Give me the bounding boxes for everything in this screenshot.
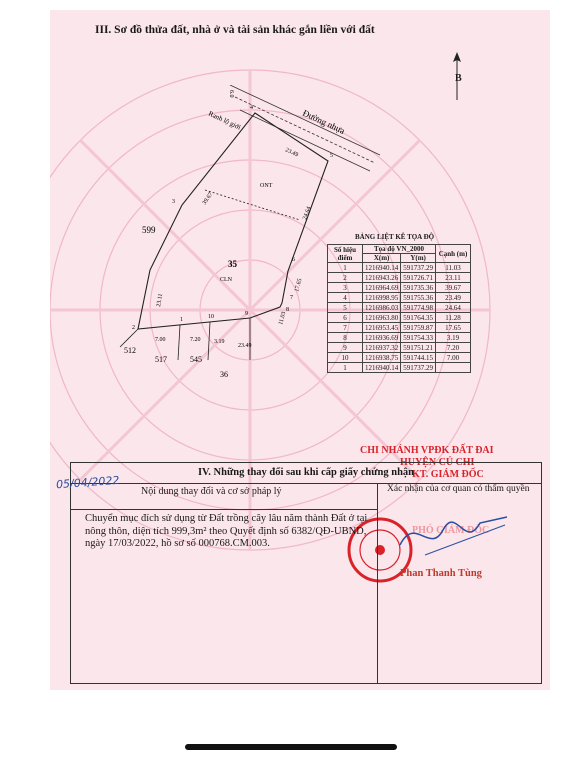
coord-cell-edge [436, 363, 471, 373]
col-content-label: Nội dung thay đổi và cơ sở pháp lý [141, 486, 282, 497]
neighbor-36: 36 [220, 370, 228, 379]
coord-cell-y: 591759.87 [401, 323, 436, 333]
coord-cell-x: 1216964.69 [363, 283, 401, 293]
coord-table [327, 244, 471, 373]
coord-cell-edge: 3.19 [436, 333, 471, 343]
coord-cell-y: 591751.21 [401, 343, 436, 353]
coord-cell-y: 591737.29 [401, 263, 436, 273]
edge-label: 11.03 [278, 311, 288, 326]
stamp-org-2: HUYỆN CỦ CHI [400, 457, 475, 468]
coord-table-title: BẢNG LIỆT KÊ TỌA ĐỘ [355, 233, 435, 241]
coord-cell-p: 2 [328, 273, 363, 283]
edge-label: 7.20 [190, 337, 201, 343]
coord-cell-edge: 23.11 [436, 273, 471, 283]
coord-cell-y: 591755.36 [401, 293, 436, 303]
coord-row [328, 263, 471, 273]
coord-row [328, 353, 471, 363]
coord-cell-y: 591737.29 [401, 363, 436, 373]
edge-label: 17.65 [294, 277, 304, 293]
signer-name: Phan Thanh Tùng [400, 568, 482, 579]
coord-cell-edge: 7.20 [436, 343, 471, 353]
column-divider [377, 483, 378, 683]
land-type-ont: ONT [260, 183, 273, 189]
coord-cell-p: 5 [328, 303, 363, 313]
road-label: Đường nhựa [301, 107, 347, 136]
coord-cell-y: 591774.98 [401, 303, 436, 313]
coord-cell-p: 4 [328, 293, 363, 303]
coord-cell-edge: 39.67 [436, 283, 471, 293]
coord-cell-p: 8 [328, 333, 363, 343]
vertex-label: 1 [180, 317, 183, 323]
coord-cell-x: 1216940.14 [363, 263, 401, 273]
coord-cell-edge: 23.49 [436, 293, 471, 303]
vertex-label: 10 [208, 314, 214, 320]
coord-row [328, 303, 471, 313]
coord-cell-x: 1216953.45 [363, 323, 401, 333]
coord-cell-x: 1216943.26 [363, 273, 401, 283]
vertex-label: 8 [286, 307, 289, 313]
coord-cell-y: 591726.71 [401, 273, 436, 283]
vertex-label: 9 [245, 311, 248, 317]
edge-label: 3.19 [214, 339, 225, 345]
coord-header-edge: Cạnh (m) [436, 245, 471, 263]
section-4-title: IV. Những thay đổi sau khi cấp giấy chứng nhận [71, 463, 541, 484]
coord-row [328, 333, 471, 343]
coord-cell-p: 7 [328, 323, 363, 333]
neighbor-512: 512 [124, 346, 136, 355]
edge-label: 39.67 [201, 191, 215, 207]
vertex-label: 5 [330, 153, 333, 159]
vertex-label: 4 [250, 105, 253, 111]
coord-cell-x: 1216937.32 [363, 343, 401, 353]
vertex-label: 2 [132, 325, 135, 331]
coord-row [328, 313, 471, 323]
coord-cell-p: 1 [328, 263, 363, 273]
parcel-boundary [138, 113, 328, 329]
coord-header-coord: Tọa độ VN_2000 [363, 245, 436, 254]
handwritten-date: 05/04/2022 [55, 473, 120, 492]
coord-cell-x: 1216986.03 [363, 303, 401, 313]
coord-cell-p: 3 [328, 283, 363, 293]
coord-cell-edge: 17.65 [436, 323, 471, 333]
coord-cell-y: 591744.15 [401, 353, 436, 363]
coord-cell-p: 10 [328, 353, 363, 363]
coord-header-x: X(m) [363, 254, 401, 263]
stamp-title: KT. GIÁM ĐỐC [412, 469, 484, 480]
coord-cell-y: 591735.36 [401, 283, 436, 293]
stamp-org-1: CHI NHÁNH VPĐK ĐẤT ĐAI [360, 445, 494, 456]
setback-label: 23.49 [284, 147, 299, 159]
coord-cell-x: 1216938.75 [363, 353, 401, 363]
edge-label: 23.11 [156, 293, 165, 308]
edge-label: 24.64 [302, 205, 313, 221]
neighbor-599: 599 [142, 225, 156, 235]
parcel-number: 35 [228, 259, 237, 269]
coord-row [328, 293, 471, 303]
vertex-label: 7 [290, 295, 293, 301]
coord-cell-x: 1216998.95 [363, 293, 401, 303]
coord-cell-x: 1216940.14 [363, 363, 401, 373]
signature-icon [395, 505, 515, 565]
neighbor-545: 545 [190, 355, 202, 364]
land-type-cln: CLN [220, 277, 232, 283]
stamp-title-2: PHÓ GIÁM ĐỐC [412, 525, 490, 536]
coord-cell-p: 1 [328, 363, 363, 373]
coord-cell-edge: 7.00 [436, 353, 471, 363]
boundary-label: Ranh lộ giới [207, 109, 243, 132]
coord-cell-x: 1216936.69 [363, 333, 401, 343]
coord-cell-edge: 11.03 [436, 263, 471, 273]
neighbor-517: 517 [155, 355, 167, 364]
edge-label: 7.00 [155, 337, 166, 343]
col-confirm-label: Xác nhận của cơ quan có thẩm quyền [387, 484, 530, 494]
coord-row [328, 323, 471, 333]
north-label: B [455, 73, 462, 84]
coord-cell-p: 9 [328, 343, 363, 353]
vertex-label: 3 [172, 199, 175, 205]
coord-cell-x: 1216963.80 [363, 313, 401, 323]
coord-row [328, 363, 471, 373]
change-content: Chuyển mục đích sử dụng từ Đất trồng cây lâu năm thành Đất ở tại nông thôn, diện tích 999,3m² theo Quyết định số 6382/QĐ-UBND, ngày 17/03/2022, hồ sơ số 000768.CM.003. [85, 513, 368, 549]
coord-header-y: Y(m) [401, 254, 436, 263]
vertex-label: 6 [292, 257, 295, 263]
road-width-label: 6.0 [228, 90, 234, 98]
coord-row [328, 343, 471, 353]
section-3-title: III. Sơ đồ thửa đất, nhà ở và tài sản khác gắn liền với đất [95, 24, 375, 36]
coord-cell-p: 6 [328, 313, 363, 323]
coord-cell-edge: 24.64 [436, 303, 471, 313]
home-indicator[interactable] [185, 744, 397, 750]
coord-header-point: Số hiệu điểm [328, 245, 363, 263]
coord-cell-y: 591754.33 [401, 333, 436, 343]
edge-label: 23.49 [238, 343, 252, 349]
coord-cell-edge: 11.28 [436, 313, 471, 323]
coord-row [328, 273, 471, 283]
coord-row [328, 283, 471, 293]
coord-cell-y: 591764.35 [401, 313, 436, 323]
